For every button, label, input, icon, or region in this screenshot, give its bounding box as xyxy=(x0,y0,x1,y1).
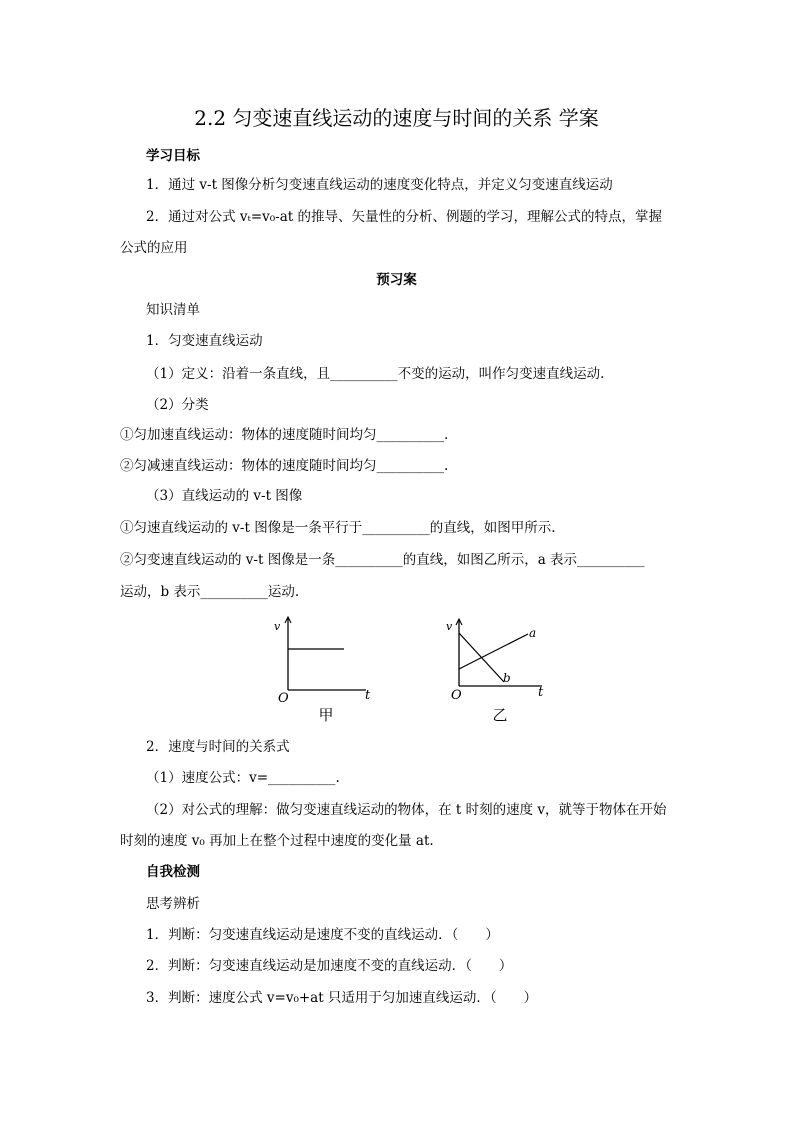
yi-b-label: b xyxy=(503,671,511,685)
formula-understanding-line: （2）对公式的理解：做匀变速直线运动的物体，在 t 时刻的速度 v，就等于物体在开始 xyxy=(146,802,667,818)
yi-line-a xyxy=(459,634,528,669)
page-title: 2.2 匀变速直线运动的速度与时间的关系 学案 xyxy=(194,106,599,130)
vt-graph-heading: （3）直线运动的 v-t 图像 xyxy=(146,488,303,504)
judgement-3: 3．判断：速度公式 v=v₀+at 只适用于匀加速直线运动．（ ） xyxy=(146,990,538,1006)
velocity-formula-line: （1）速度公式：v=__________. xyxy=(146,770,340,786)
formula-understanding-line-cont: 时刻的速度 v₀ 再加上在整个过程中速度的变化量 at. xyxy=(120,833,434,849)
objective-2: 2．通过对公式 vₜ=v₀-at 的推导、矢量性的分析、例题的学习，理解公式的特点，掌握 xyxy=(146,209,663,225)
classification-heading: （2）分类 xyxy=(146,397,209,413)
definition-line: （1）定义：沿着一条直线，且__________不变的运动，叫作匀变速直线运动. xyxy=(146,366,605,382)
preview-heading: 预习案 xyxy=(376,272,417,288)
yi-a-label: a xyxy=(529,626,537,640)
figure-jia xyxy=(268,614,378,724)
figure-yi xyxy=(444,614,554,724)
section-1-heading: 1．匀变速直线运动 xyxy=(146,333,263,349)
knowledge-list-heading: 知识清单 xyxy=(146,302,200,318)
judgement-1: 1．判断：匀变速直线运动是速度不变的直线运动．（ ） xyxy=(146,927,499,943)
jia-origin-label: O xyxy=(278,691,289,706)
section-2-heading: 2．速度与时间的关系式 xyxy=(146,739,290,755)
yi-t-label: t xyxy=(538,685,544,700)
objective-1: 1．通过 v-t 图像分析匀变速直线运动的速度变化特点，并定义匀变速直线运动 xyxy=(146,177,613,193)
variable-motion-graph-line-cont: 运动，b 表示__________运动. xyxy=(120,584,300,600)
uniform-motion-graph-line: ①匀速直线运动的 v-t 图像是一条平行于__________的直线，如图甲所示. xyxy=(120,520,556,536)
jia-v-label: v xyxy=(274,620,281,633)
yi-line-b xyxy=(459,633,504,682)
objective-2-cont: 公式的应用 xyxy=(120,240,188,256)
jia-t-label: t xyxy=(365,688,371,703)
yi-caption: 乙 xyxy=(492,706,508,724)
yi-origin-label: O xyxy=(451,688,462,703)
self-check-heading: 自我检测 xyxy=(146,864,200,880)
variable-motion-graph-line: ②匀变速直线运动的 v-t 图像是一条__________的直线，如图乙所示，a 表示__________ xyxy=(120,552,645,568)
objectives-heading: 学习目标 xyxy=(146,148,200,164)
yi-v-label: v xyxy=(446,620,453,633)
uniform-acceleration-line: ①匀加速直线运动：物体的速度随时间均匀__________. xyxy=(120,427,449,443)
thinking-analysis-heading: 思考辨析 xyxy=(146,896,200,912)
uniform-deceleration-line: ②匀减速直线运动：物体的速度随时间均匀__________. xyxy=(120,458,449,474)
judgement-2: 2．判断：匀变速直线运动是加速度不变的直线运动．（ ） xyxy=(146,958,513,974)
jia-caption: 甲 xyxy=(318,706,334,724)
